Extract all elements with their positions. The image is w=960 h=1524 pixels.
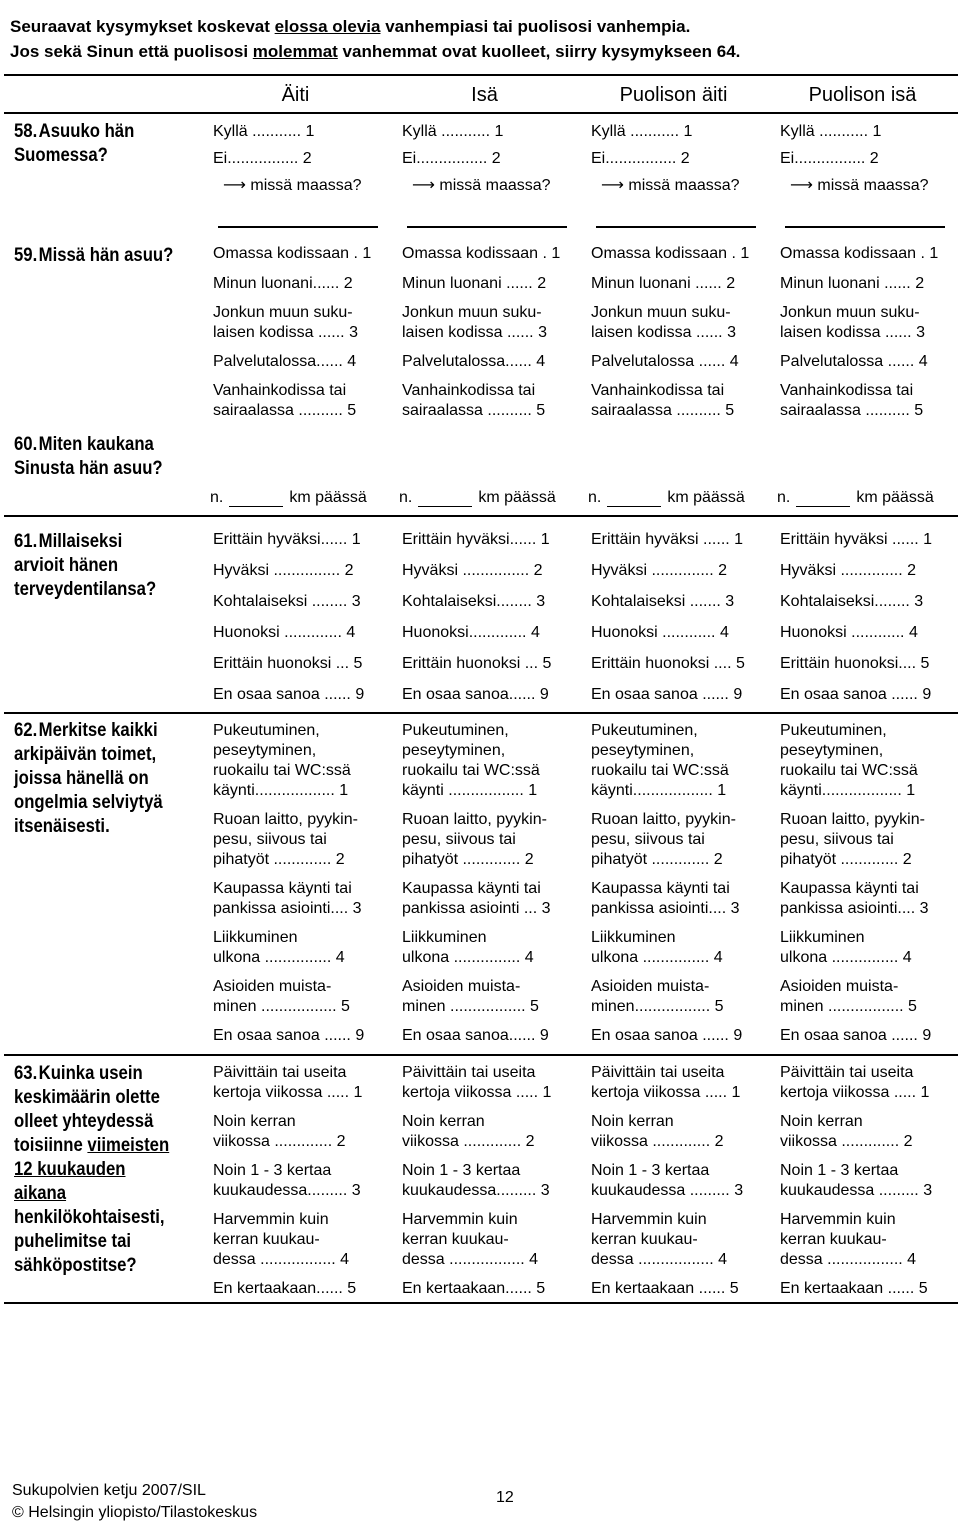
q59-option-spouse-mother[interactable]: Palvelutalossa ...... 4 (591, 353, 739, 370)
q61-option-father[interactable]: Kohtalaiseksi........ 3 (402, 593, 546, 610)
column-header-father: Isä (471, 84, 498, 106)
q59-option-spouse-mother[interactable]: Vanhainkodissa tai sairaalassa .......... 5 (591, 382, 735, 419)
column-header-mother: Äiti (281, 84, 310, 106)
q62-option-spouse-mother[interactable]: Pukeutuminen, peseytyminen, ruokailu tai WC:ssä käynti.................. 1 (591, 722, 729, 799)
q61-option-spouse-father[interactable]: Kohtalaiseksi........ 3 (780, 593, 924, 610)
q61-option-spouse-father[interactable]: Huonoksi ............ 4 (780, 624, 918, 641)
q63-option-father[interactable]: Noin 1 - 3 kertaa kuukaudessa......... 3 (402, 1162, 550, 1199)
q63-option-spouse-father[interactable]: Harvemmin kuin kerran kuukau- dessa ................. 4 (780, 1211, 917, 1268)
q59-option-mother[interactable]: Omassa kodissaan . 1 (213, 245, 372, 262)
arrow-right-icon: ⟶ (790, 177, 818, 194)
q58-country-field-father[interactable] (407, 226, 567, 228)
q58-yes-spouse-father[interactable]: Kyllä ........... 1 (780, 123, 882, 140)
intro-line-1: Seuraavat kysymykset koskevat elossa olevia vanhempiasi tai puolisosi vanhempia. (10, 17, 691, 36)
q61-option-spouse-mother[interactable]: Kohtalaiseksi ....... 3 (591, 593, 735, 610)
q59-option-father[interactable]: Vanhainkodissa tai sairaalassa .......... 5 (402, 382, 546, 419)
q61-option-spouse-mother[interactable]: Erittäin huonoksi .... 5 (591, 655, 745, 672)
q62-option-spouse-father[interactable]: Asioiden muista- minen ................. 5 (780, 978, 917, 1015)
q59-option-spouse-mother[interactable]: Jonkun muun suku- laisen kodissa ...... 3 (591, 304, 736, 341)
q59-option-spouse-mother[interactable]: Omassa kodissaan . 1 (591, 245, 750, 262)
q62-option-spouse-father[interactable]: Liikkuminen ulkona ............... 4 (780, 929, 912, 966)
question-60: 60.Miten kaukana Sinusta hän asuu? (14, 434, 163, 479)
q58-country-label: missä maassa? (817, 177, 929, 194)
divider (4, 1302, 958, 1304)
q63-option-spouse-mother[interactable]: En kertaakaan ...... 5 (591, 1280, 739, 1297)
q63-option-mother[interactable]: Noin 1 - 3 kertaa kuukaudessa......... 3 (213, 1162, 361, 1199)
q61-option-father[interactable]: Hyväksi ............... 2 (402, 562, 543, 579)
q60-prefix: n. (588, 489, 602, 506)
footer (12, 1480, 257, 1524)
q61-option-mother[interactable]: Huonoksi ............. 4 (213, 624, 356, 641)
q63-option-spouse-mother[interactable]: Harvemmin kuin kerran kuukau- dessa ................. 4 (591, 1211, 728, 1268)
q59-option-father[interactable]: Minun luonani ...... 2 (402, 275, 547, 292)
q63-option-father[interactable]: Harvemmin kuin kerran kuukau- dessa ................. 4 (402, 1211, 539, 1268)
q58-no-spouse-father[interactable]: Ei................ 2 (780, 150, 879, 167)
column-header-spouse-father: Puolison isä (808, 84, 917, 106)
q62-option-father[interactable]: En osaa sanoa...... 9 (402, 1027, 549, 1044)
q61-option-mother[interactable]: Erittäin huonoksi ... 5 (213, 655, 363, 672)
footer-copyright: © Helsingin yliopisto/Tilastokeskus (12, 1504, 258, 1521)
q63-option-spouse-mother[interactable]: Päivittäin tai useita kertoja viikossa ..... 1 (591, 1064, 741, 1101)
q61-option-father[interactable]: Erittäin hyväksi...... 1 (402, 531, 550, 548)
divider (4, 112, 958, 114)
q59-option-mother[interactable]: Jonkun muun suku- laisen kodissa ...... 3 (213, 304, 358, 341)
q60-suffix: km päässä (667, 489, 745, 506)
q58-country-field-mother[interactable] (218, 226, 378, 228)
divider (4, 712, 958, 714)
q61-option-spouse-father[interactable]: Erittäin hyväksi ...... 1 (780, 531, 933, 548)
q58-no-spouse-mother[interactable]: Ei................ 2 (591, 150, 690, 167)
q58-yes-father[interactable]: Kyllä ........... 1 (402, 123, 504, 140)
q58-country-field-spouse-father[interactable] (785, 226, 945, 228)
q58-country-prompt-spouse-father (790, 176, 960, 196)
intro-line-2: Jos sekä Sinun että puolisosi molemmat vanhemmat ovat kuolleet, siirry kysymykseen 64. (10, 42, 741, 61)
q62-option-father[interactable]: Liikkuminen ulkona ............... 4 (402, 929, 534, 966)
q61-option-mother[interactable]: En osaa sanoa ...... 9 (213, 686, 365, 703)
q59-option-mother[interactable]: Vanhainkodissa tai sairaalassa .......... 5 (213, 382, 357, 419)
q58-country-prompt-father (412, 176, 584, 196)
divider (4, 1054, 958, 1056)
q59-option-spouse-mother[interactable]: Minun luonani ...... 2 (591, 275, 736, 292)
q62-option-mother[interactable]: Asioiden muista- minen ................. 5 (213, 978, 350, 1015)
q62-option-spouse-mother[interactable]: Kaupassa käynti tai pankissa asiointi.... 3 (591, 880, 740, 917)
q61-option-spouse-mother[interactable]: En osaa sanoa ...... 9 (591, 686, 743, 703)
q60-km-field[interactable] (229, 486, 283, 507)
q62-option-spouse-father[interactable]: Kaupassa käynti tai pankissa asiointi.... 3 (780, 880, 929, 917)
q62-option-spouse-mother[interactable]: En osaa sanoa ...... 9 (591, 1027, 743, 1044)
q59-option-spouse-father[interactable]: Vanhainkodissa tai sairaalassa .......... 5 (780, 382, 924, 419)
q58-no-father[interactable]: Ei................ 2 (402, 150, 501, 167)
q59-option-spouse-father[interactable]: Jonkun muun suku- laisen kodissa ...... 3 (780, 304, 925, 341)
q59-option-father[interactable]: Omassa kodissaan . 1 (402, 245, 561, 262)
q58-country-field-spouse-mother[interactable] (596, 226, 756, 228)
q59-option-mother[interactable]: Minun luonani...... 2 (213, 275, 353, 292)
question-61: 61.Millaiseksi arvioit hänen terveydentilansa? (14, 531, 157, 600)
q58-country-label: missä maassa? (439, 177, 551, 194)
divider (4, 74, 958, 76)
q60-km-field[interactable] (796, 486, 850, 507)
q63-option-mother[interactable]: Harvemmin kuin kerran kuukau- dessa ................. 4 (213, 1211, 350, 1268)
q59-option-spouse-father[interactable]: Palvelutalossa ...... 4 (780, 353, 928, 370)
q63-option-father[interactable]: En kertaakaan...... 5 (402, 1280, 546, 1297)
q61-option-spouse-father[interactable]: Erittäin huonoksi.... 5 (780, 655, 930, 672)
q58-country-label: missä maassa? (250, 177, 362, 194)
q62-option-spouse-mother[interactable]: Liikkuminen ulkona ............... 4 (591, 929, 723, 966)
q61-option-mother[interactable]: Erittäin hyväksi...... 1 (213, 531, 361, 548)
q58-country-label: missä maassa? (628, 177, 740, 194)
q58-country-prompt-mother (223, 176, 395, 196)
q60-distance-spouse-father (777, 486, 957, 508)
q61-option-father[interactable]: En osaa sanoa...... 9 (402, 686, 549, 703)
q58-yes-spouse-mother[interactable]: Kyllä ........... 1 (591, 123, 693, 140)
q60-suffix: km päässä (856, 489, 934, 506)
q59-option-spouse-father[interactable]: Omassa kodissaan . 1 (780, 245, 939, 262)
q61-option-father[interactable]: Erittäin huonoksi ... 5 (402, 655, 552, 672)
q58-country-prompt-spouse-mother (601, 176, 773, 196)
arrow-right-icon: ⟶ (412, 177, 440, 194)
arrow-right-icon: ⟶ (223, 177, 251, 194)
q60-distance-spouse-mother (588, 486, 768, 508)
q63-option-mother[interactable]: Päivittäin tai useita kertoja viikossa ..... 1 (213, 1064, 363, 1101)
q62-option-spouse-mother[interactable]: Asioiden muista- minen................. 5 (591, 978, 724, 1015)
q62-option-father[interactable]: Pukeutuminen, peseytyminen, ruokailu tai WC:ssä käynti ................. 1 (402, 722, 540, 799)
intro-text (10, 14, 950, 64)
q62-option-father[interactable]: Asioiden muista- minen ................. 5 (402, 978, 539, 1015)
q62-option-spouse-father[interactable]: En osaa sanoa ...... 9 (780, 1027, 932, 1044)
q60-distance-mother (210, 486, 390, 508)
question-62: 62.Merkitse kaikki arkipäivän toimet, joissa hänellä on ongelmia selviytyä itsenäisesti. (14, 720, 163, 837)
q60-prefix: n. (399, 489, 413, 506)
q60-km-field[interactable] (418, 486, 472, 507)
q60-suffix: km päässä (478, 489, 556, 506)
column-header-spouse-mother: Puolison äiti (619, 84, 728, 106)
q63-option-father[interactable]: Noin kerran viikossa ............. 2 (402, 1113, 535, 1150)
q62-option-mother[interactable]: Pukeutuminen, peseytyminen, ruokailu tai WC:ssä käynti.................. 1 (213, 722, 351, 799)
q63-option-spouse-father[interactable]: En kertaakaan ...... 5 (780, 1280, 928, 1297)
q62-option-mother[interactable]: Ruoan laitto, pyykin- pesu, siivous tai pihatyöt ............. 2 (213, 811, 358, 868)
q59-option-mother[interactable]: Palvelutalossa...... 4 (213, 353, 357, 370)
q63-option-spouse-father[interactable]: Noin 1 - 3 kertaa kuukaudessa ......... 3 (780, 1162, 933, 1199)
q62-option-mother[interactable]: En osaa sanoa ...... 9 (213, 1027, 365, 1044)
q62-option-father[interactable]: Kaupassa käynti tai pankissa asiointi ... 3 (402, 880, 551, 917)
q62-option-spouse-father[interactable]: Pukeutuminen, peseytyminen, ruokailu tai WC:ssä käynti.................. 1 (780, 722, 918, 799)
q60-distance-father (399, 486, 579, 508)
page-number: 12 (496, 1489, 514, 1506)
q62-option-mother[interactable]: Kaupassa käynti tai pankissa asiointi.... 3 (213, 880, 362, 917)
q60-km-field[interactable] (607, 486, 661, 507)
question-63: 63.Kuinka usein keskimäärin olette olleet yhteydessä toisiinne viimeisten 12 kuukauden aikana henkilökohtaisesti, puhelimitse tai sähköpostitse? (14, 1063, 170, 1276)
q61-option-mother[interactable]: Hyväksi ............... 2 (213, 562, 354, 579)
q63-option-spouse-father[interactable]: Noin kerran viikossa ............. 2 (780, 1113, 913, 1150)
q59-option-father[interactable]: Jonkun muun suku- laisen kodissa ...... 3 (402, 304, 547, 341)
q61-option-spouse-mother[interactable]: Erittäin hyväksi ...... 1 (591, 531, 744, 548)
q58-yes-mother[interactable]: Kyllä ........... 1 (213, 123, 315, 140)
q61-option-spouse-mother[interactable]: Hyväksi .............. 2 (591, 562, 728, 579)
q60-prefix: n. (777, 489, 791, 506)
q62-option-mother[interactable]: Liikkuminen ulkona ............... 4 (213, 929, 345, 966)
q62-option-spouse-mother[interactable]: Ruoan laitto, pyykin- pesu, siivous tai pihatyöt ............. 2 (591, 811, 736, 868)
q59-option-spouse-father[interactable]: Minun luonani ...... 2 (780, 275, 925, 292)
q62-option-father[interactable]: Ruoan laitto, pyykin- pesu, siivous tai pihatyöt ............. 2 (402, 811, 547, 868)
q58-no-mother[interactable]: Ei................ 2 (213, 150, 312, 167)
q60-prefix: n. (210, 489, 224, 506)
q60-suffix: km päässä (289, 489, 367, 506)
q61-option-spouse-father[interactable]: Hyväksi .............. 2 (780, 562, 917, 579)
question-59: 59.Missä hän asuu? (14, 245, 174, 266)
question-58: 58.Asuuko hän Suomessa? (14, 121, 135, 166)
q61-option-spouse-father[interactable]: En osaa sanoa ...... 9 (780, 686, 932, 703)
q63-option-spouse-mother[interactable]: Noin 1 - 3 kertaa kuukaudessa ......... 3 (591, 1162, 744, 1199)
q63-option-father[interactable]: Päivittäin tai useita kertoja viikossa ..... 1 (402, 1064, 552, 1101)
q63-option-mother[interactable]: En kertaakaan...... 5 (213, 1280, 357, 1297)
q63-option-spouse-mother[interactable]: Noin kerran viikossa ............. 2 (591, 1113, 724, 1150)
q61-option-mother[interactable]: Kohtalaiseksi ........ 3 (213, 593, 361, 610)
arrow-right-icon: ⟶ (601, 177, 629, 194)
divider (4, 515, 958, 517)
q59-option-father[interactable]: Palvelutalossa...... 4 (402, 353, 546, 370)
footer-survey-name: Sukupolvien ketju 2007/SIL (12, 1482, 206, 1499)
q62-option-spouse-father[interactable]: Ruoan laitto, pyykin- pesu, siivous tai pihatyöt ............. 2 (780, 811, 925, 868)
q63-option-mother[interactable]: Noin kerran viikossa ............. 2 (213, 1113, 346, 1150)
q61-option-spouse-mother[interactable]: Huonoksi ............ 4 (591, 624, 729, 641)
q61-option-father[interactable]: Huonoksi............. 4 (402, 624, 540, 641)
q63-option-spouse-father[interactable]: Päivittäin tai useita kertoja viikossa ..... 1 (780, 1064, 930, 1101)
